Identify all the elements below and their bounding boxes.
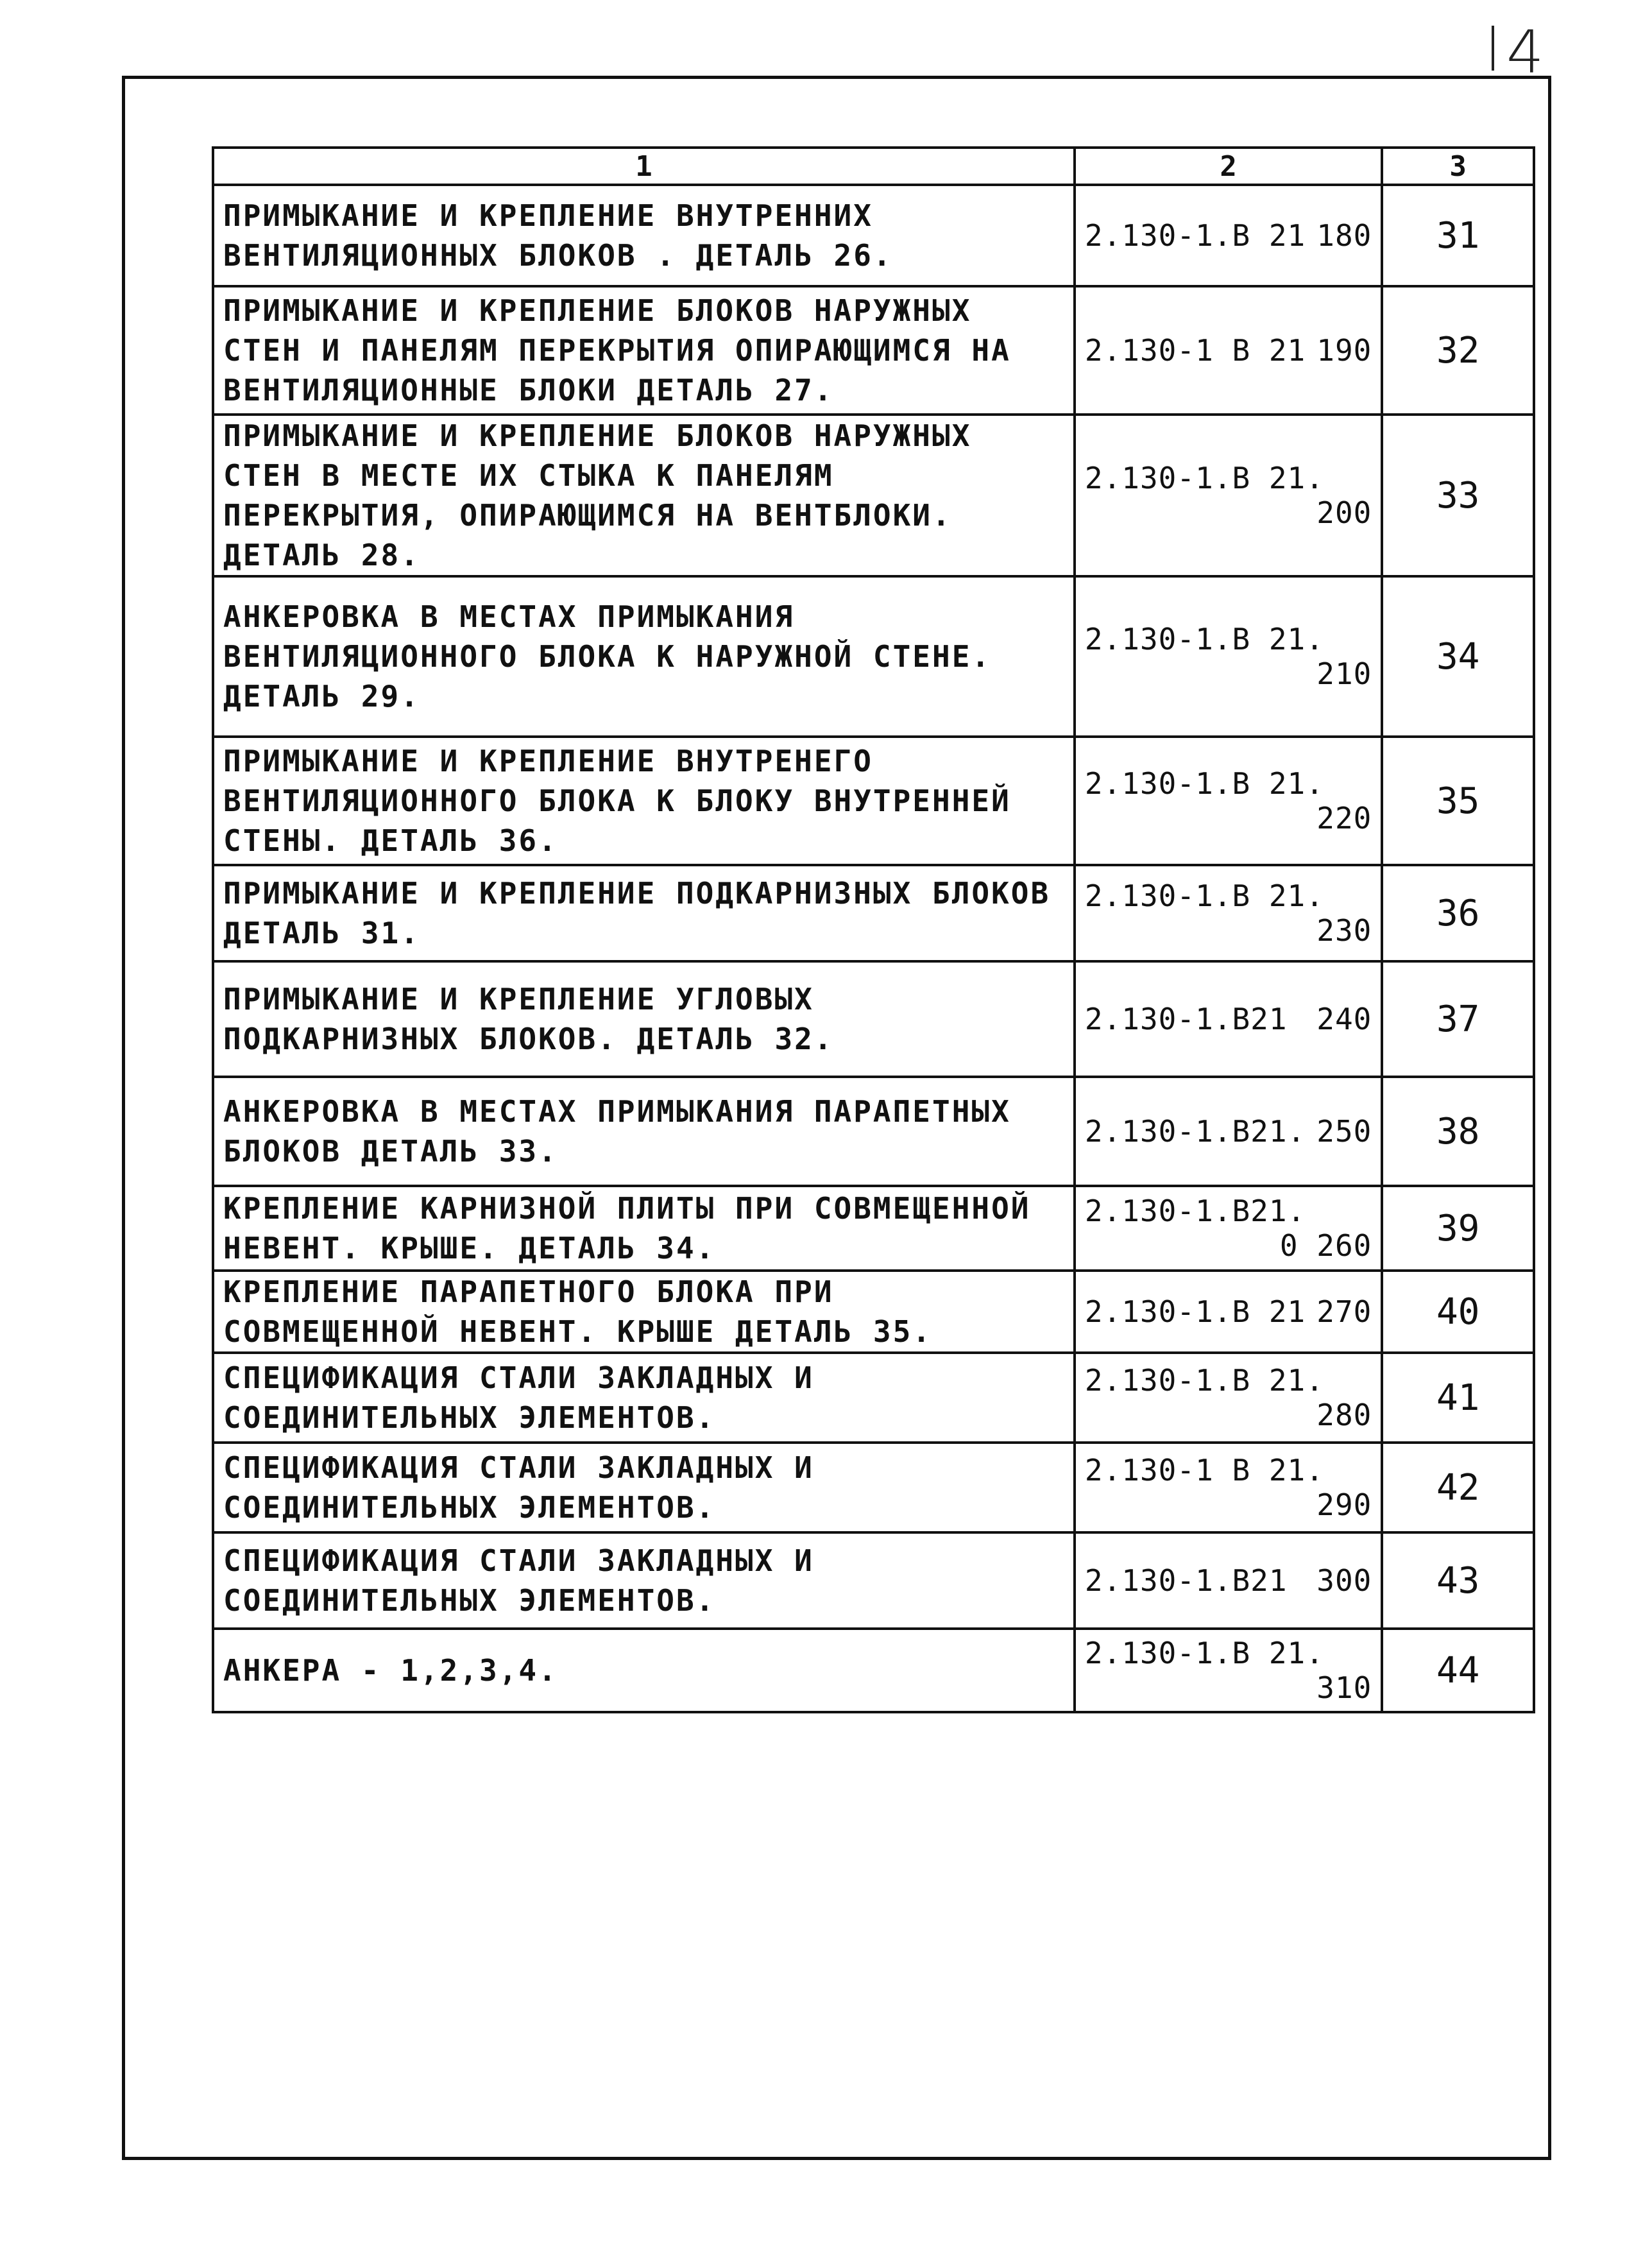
row-title: АНКЕРОВКА В МЕСТАХ ПРИМЫКАНИЯ ВЕНТИЛЯЦИОННОГО БЛОКА К НАРУЖНОЙ СТЕНЕ. ДЕТАЛЬ 29. xyxy=(213,576,1075,737)
table-row xyxy=(213,1186,1534,1271)
header-col-1: 1 xyxy=(213,148,1075,185)
row-page-number: 44 xyxy=(1382,1629,1534,1712)
row-document-code xyxy=(1075,286,1382,415)
table-row xyxy=(213,865,1534,961)
row-title: ПРИМЫКАНИЕ И КРЕПЛЕНИЕ ВНУТРЕННИХ ВЕНТИЛЯЦИОННЫХ БЛОКОВ . ДЕТАЛЬ 26. xyxy=(213,185,1075,286)
row-page-number: 31 xyxy=(1382,185,1534,286)
document-code: 2.130-1.В 21. xyxy=(1084,879,1324,913)
contents-table xyxy=(212,146,1535,1713)
table-row xyxy=(213,415,1534,576)
row-document-code xyxy=(1075,1353,1382,1443)
row-document-code xyxy=(1075,737,1382,865)
row-title: СПЕЦИФИКАЦИЯ СТАЛИ ЗАКЛАДНЫХ И СОЕДИНИТЕЛЬНЫХ ЭЛЕМЕНТОВ. xyxy=(213,1353,1075,1443)
row-title: КРЕПЛЕНИЕ КАРНИЗНОЙ ПЛИТЫ ПРИ СОВМЕЩЕННОЙ НЕВЕНТ. КРЫШЕ. ДЕТАЛЬ 34. xyxy=(213,1186,1075,1271)
sheet-number: 0 260 xyxy=(1279,1228,1372,1263)
document-code: 2.130-1.В21 xyxy=(1084,1563,1288,1598)
sheet-number: 180 xyxy=(1316,218,1372,253)
table-row xyxy=(213,576,1534,737)
table-row xyxy=(213,1629,1534,1712)
page-number: 4 xyxy=(1506,18,1544,87)
sheet-number: 310 xyxy=(1316,1670,1372,1705)
row-document-code xyxy=(1075,1271,1382,1353)
row-document-code xyxy=(1075,1629,1382,1712)
row-page-number: 34 xyxy=(1382,576,1534,737)
table-row xyxy=(213,961,1534,1077)
table-row xyxy=(213,1443,1534,1532)
sheet-number: 220 xyxy=(1316,801,1372,836)
row-document-code xyxy=(1075,1186,1382,1271)
row-title: АНКЕРОВКА В МЕСТАХ ПРИМЫКАНИЯ ПАРАПЕТНЫХ БЛОКОВ ДЕТАЛЬ 33. xyxy=(213,1077,1075,1186)
table-row xyxy=(213,286,1534,415)
row-title: ПРИМЫКАНИЕ И КРЕПЛЕНИЕ ПОДКАРНИЗНЫХ БЛОКОВ ДЕТАЛЬ 31. xyxy=(213,865,1075,961)
sheet-number: 300 xyxy=(1316,1563,1372,1598)
table-row xyxy=(213,1532,1534,1629)
row-page-number: 40 xyxy=(1382,1271,1534,1353)
document-code: 2.130-1.В 21 xyxy=(1084,1294,1306,1329)
sheet-number: 200 xyxy=(1316,495,1372,530)
row-document-code xyxy=(1075,865,1382,961)
row-page-number: 39 xyxy=(1382,1186,1534,1271)
row-document-code xyxy=(1075,1443,1382,1532)
header-row xyxy=(213,148,1534,185)
document-code: 2.130-1.В21. xyxy=(1084,1194,1306,1228)
row-document-code xyxy=(1075,1532,1382,1629)
row-document-code xyxy=(1075,415,1382,576)
row-title: КРЕПЛЕНИЕ ПАРАПЕТНОГО БЛОКА ПРИ СОВМЕЩЕННОЙ НЕВЕНТ. КРЫШЕ ДЕТАЛЬ 35. xyxy=(213,1271,1075,1353)
document-code: 2.130-1.В21. xyxy=(1084,1114,1306,1149)
header-col-3: 3 xyxy=(1382,148,1534,185)
row-page-number: 32 xyxy=(1382,286,1534,415)
row-document-code xyxy=(1075,185,1382,286)
sheet-number: 250 xyxy=(1316,1114,1372,1149)
document-code: 2.130-1 В 21 xyxy=(1084,333,1306,368)
table-row xyxy=(213,1271,1534,1353)
row-title: ПРИМЫКАНИЕ И КРЕПЛЕНИЕ ВНУТРЕНЕГО ВЕНТИЛЯЦИОННОГО БЛОКА К БЛОКУ ВНУТРЕННЕЙ СТЕНЫ. ДЕТАЛЬ 36. xyxy=(213,737,1075,865)
row-page-number: 35 xyxy=(1382,737,1534,865)
row-page-number: 33 xyxy=(1382,415,1534,576)
sheet-number: 280 xyxy=(1316,1398,1372,1432)
document-code: 2.130-1.В 21. xyxy=(1084,622,1324,656)
document-code: 2.130-1.В 21. xyxy=(1084,1363,1324,1398)
page-number-tick xyxy=(1492,26,1494,71)
document-code: 2.130-1.В 21. xyxy=(1084,1636,1324,1670)
row-page-number: 36 xyxy=(1382,865,1534,961)
document-code: 2.130-1.В 21. xyxy=(1084,461,1324,495)
row-page-number: 38 xyxy=(1382,1077,1534,1186)
row-document-code xyxy=(1075,961,1382,1077)
row-page-number: 43 xyxy=(1382,1532,1534,1629)
table-row xyxy=(213,1077,1534,1186)
row-page-number: 42 xyxy=(1382,1443,1534,1532)
row-title: ПРИМЫКАНИЕ И КРЕПЛЕНИЕ УГЛОВЫХ ПОДКАРНИЗНЫХ БЛОКОВ. ДЕТАЛЬ 32. xyxy=(213,961,1075,1077)
row-document-code xyxy=(1075,576,1382,737)
sheet-number: 230 xyxy=(1316,913,1372,948)
table-row xyxy=(213,1353,1534,1443)
row-title: СПЕЦИФИКАЦИЯ СТАЛИ ЗАКЛАДНЫХ И СОЕДИНИТЕЛЬНЫХ ЭЛЕМЕНТОВ. xyxy=(213,1532,1075,1629)
row-document-code xyxy=(1075,1077,1382,1186)
sheet-number: 240 xyxy=(1316,1002,1372,1036)
row-title: СПЕЦИФИКАЦИЯ СТАЛИ ЗАКЛАДНЫХ И СОЕДИНИТЕЛЬНЫХ ЭЛЕМЕНТОВ. xyxy=(213,1443,1075,1532)
document-code: 2.130-1 В 21. xyxy=(1084,1453,1324,1488)
sheet-number: 290 xyxy=(1316,1488,1372,1522)
table-body xyxy=(213,185,1534,1712)
document-code: 2.130-1.В 21. xyxy=(1084,766,1324,801)
document-code: 2.130-1.В21 xyxy=(1084,1002,1288,1036)
row-title: ПРИМЫКАНИЕ И КРЕПЛЕНИЕ БЛОКОВ НАРУЖНЫХ СТЕН В МЕСТЕ ИХ СТЫКА К ПАНЕЛЯМ ПЕРЕКРЫТИЯ, ОПИРАЮЩИМСЯ НА ВЕНТБЛОКИ. ДЕТАЛЬ 28. xyxy=(213,415,1075,576)
row-title: ПРИМЫКАНИЕ И КРЕПЛЕНИЕ БЛОКОВ НАРУЖНЫХ СТЕН И ПАНЕЛЯМ ПЕРЕКРЫТИЯ ОПИРАЮЩИМСЯ НА ВЕНТИЛЯЦИОННЫЕ БЛОКИ ДЕТАЛЬ 27. xyxy=(213,286,1075,415)
header-col-2: 2 xyxy=(1075,148,1382,185)
row-title: АНКЕРА - 1,2,3,4. xyxy=(213,1629,1075,1712)
table-row xyxy=(213,737,1534,865)
sheet-number: 190 xyxy=(1316,333,1372,368)
sheet-number: 270 xyxy=(1316,1294,1372,1329)
sheet-number: 210 xyxy=(1316,656,1372,691)
row-page-number: 41 xyxy=(1382,1353,1534,1443)
row-page-number: 37 xyxy=(1382,961,1534,1077)
table-row xyxy=(213,185,1534,286)
document-code: 2.130-1.В 21 xyxy=(1084,218,1306,253)
